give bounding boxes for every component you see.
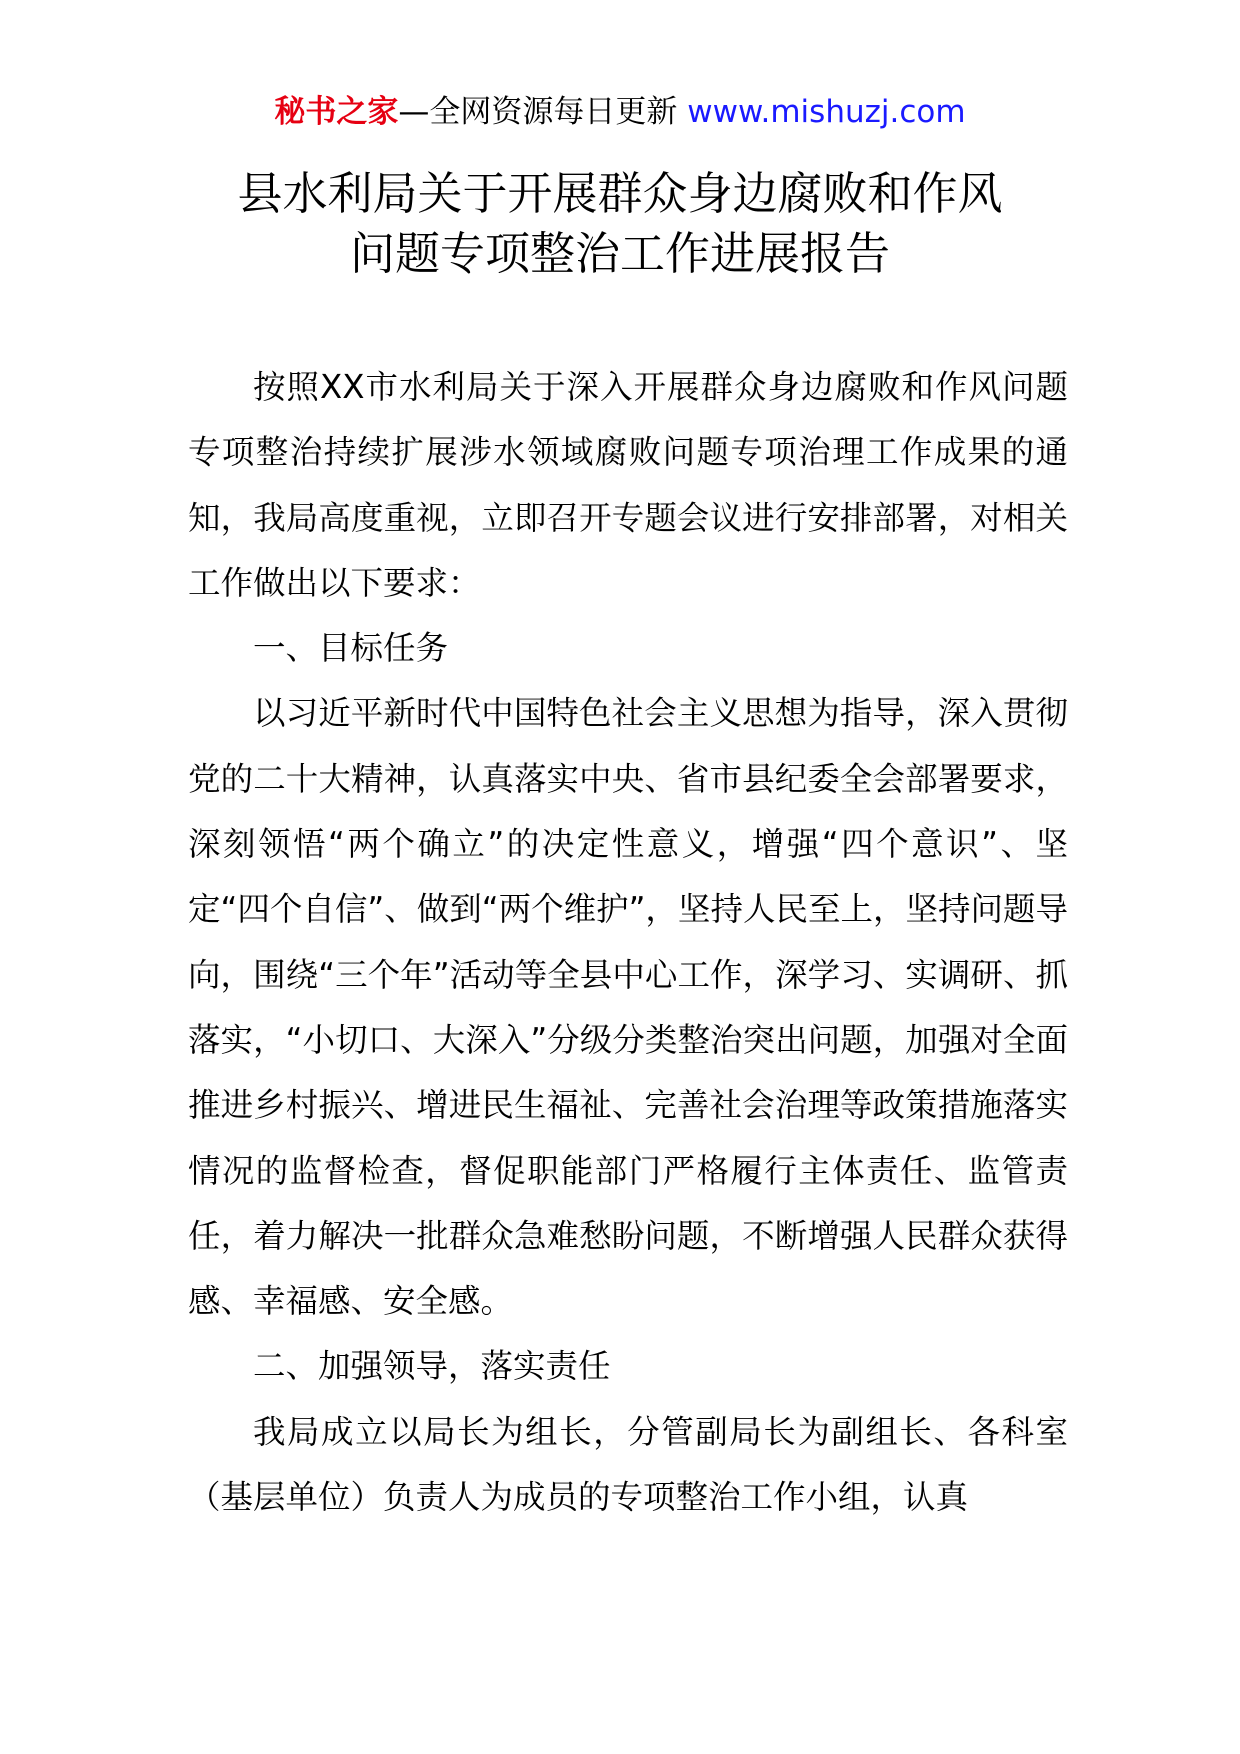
title-line-2: 问题专项整治工作进展报告 bbox=[349, 227, 890, 280]
section-1-heading: 一、目标任务 bbox=[253, 629, 449, 668]
document-title bbox=[0, 164, 1240, 284]
section-2-paragraph: 我局成立以局长为组长，分管副局长为副组长、各科室（基层单位）负责人为成员的专项整治工作小组，认真 bbox=[188, 1412, 1068, 1517]
section-1-paragraph: 以习近平新时代中国特色社会主义思想为指导，深入贯彻党的二十大精神，认真落实中央、省市县纪委全会部署要求，深刻领悟“两个确立”的决定性意义，增强“四个意识”、坚定“四个自信”、做到“两个维护”，坚持人民至上，坚持问题导向，围绕“三个年”活动等全县中心工作，深学习、实调研、抓落实，“小切口、大深入”分级分类整治突出问题，加强对全面推进乡村振兴、增进民生福祉、完善社会治理等政策措施落实情况的监督检查，督促职能部门严格履行主体责任、监管责任，着力解决一批群众急难愁盼问题，不断增强人民群众获得感、幸福感、安全感。 bbox=[188, 694, 1068, 1321]
section-2-heading: 二、加强领导，落实责任 bbox=[253, 1347, 611, 1386]
brand-name: 秘书之家 bbox=[274, 94, 399, 130]
intro-paragraph: 按照XX市水利局关于深入开展群众身边腐败和作风问题专项整治持续扩展涉水领域腐败问题专项治理工作成果的通知，我局高度重视，立即召开专题会议进行安排部署，对相关工作做出以下要求： bbox=[188, 368, 1068, 602]
watermark-header bbox=[0, 92, 1240, 132]
title-line-1: 县水利局关于开展群众身边腐败和作风 bbox=[237, 167, 1003, 220]
header-tagline: —全网资源每日更新 bbox=[398, 94, 688, 130]
document-body bbox=[188, 355, 1068, 1530]
website-link[interactable]: www.mishuzj.com bbox=[687, 94, 966, 130]
